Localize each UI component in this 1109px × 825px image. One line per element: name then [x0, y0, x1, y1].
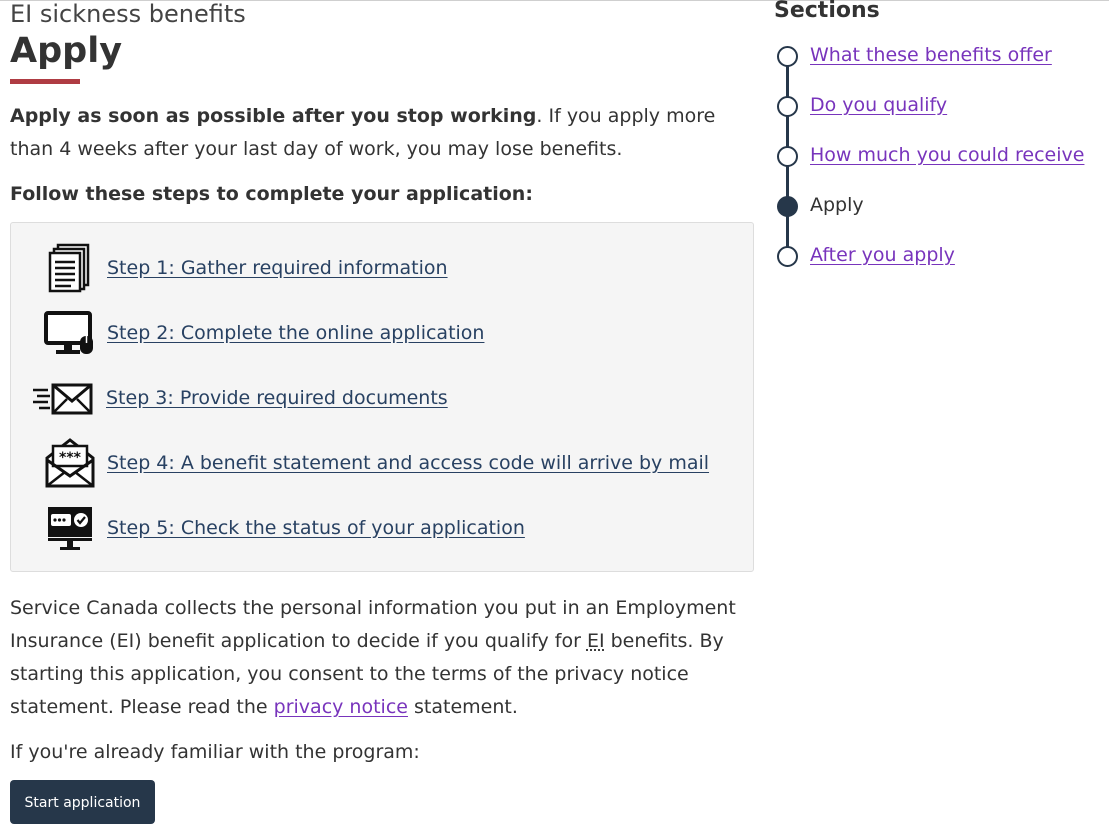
step-2-link[interactable]: Step 2: Complete the online application — [107, 322, 485, 344]
step-3 — [11, 373, 753, 423]
privacy-text-2: benefits. By starting this application, you consent to the terms of the privacy notice statement. Please read the — [10, 630, 724, 718]
privacy-notice-link[interactable]: privacy notice — [273, 696, 408, 718]
familiar-text: If you're already familiar with the program: — [10, 741, 420, 763]
timeline-circle-icon — [777, 96, 798, 117]
status-monitor-icon — [41, 503, 107, 553]
section-link-after-you-apply[interactable]: After you apply — [810, 244, 955, 266]
privacy-paragraph — [10, 592, 754, 724]
steps-heading: Follow these steps to complete your application: — [10, 183, 533, 205]
section-link-what-these-benefits-offer[interactable]: What these benefits offer — [810, 44, 1052, 66]
section-link-how-much-you-could-receive[interactable]: How much you could receive — [810, 144, 1085, 166]
start-application-button[interactable]: Start application — [10, 780, 155, 824]
page-title: Apply — [10, 31, 123, 71]
code-envelope-icon — [41, 438, 107, 488]
step-2 — [11, 308, 753, 358]
svg-text:***: *** — [59, 450, 81, 466]
title-underline — [10, 79, 80, 84]
privacy-text-3: statement. — [407, 696, 518, 718]
step-5-link[interactable]: Step 5: Check the status of your application — [107, 517, 525, 539]
step-4-link[interactable]: Step 4: A benefit statement and access code will arrive by mail — [107, 452, 710, 474]
steps-panel — [10, 222, 754, 572]
step-1 — [11, 243, 753, 293]
ei-abbreviation: EI — [586, 630, 605, 652]
intro-paragraph — [10, 100, 754, 166]
timeline-circle-icon — [777, 246, 798, 267]
section-link-do-you-qualify[interactable]: Do you qualify — [810, 94, 948, 116]
timeline-circle-icon — [777, 146, 798, 167]
section-item-do-you-qualify — [774, 92, 1109, 122]
section-item-what-these-benefits-offer — [774, 42, 1109, 72]
step-4 — [11, 438, 753, 488]
page-supertitle: EI sickness benefits — [10, 0, 246, 28]
intro-text: . If you apply more than 4 weeks after your last day of work, you may lose benefits. — [10, 105, 716, 160]
intro-bold: Apply as soon as possible after you stop working — [10, 105, 537, 127]
step-5 — [11, 503, 753, 553]
step-3-link[interactable]: Step 3: Provide required documents — [106, 387, 448, 409]
documents-icon — [41, 243, 107, 293]
sending-envelope-icon — [31, 373, 97, 423]
step-1-link[interactable]: Step 1: Gather required information — [107, 257, 448, 279]
privacy-text-1: Service Canada collects the personal information you put in an Employment Insurance (EI) benefit application to decide if you qualify for — [10, 597, 736, 652]
sections-title: Sections — [774, 0, 880, 23]
timeline-circle-icon — [777, 46, 798, 67]
section-item-apply — [774, 192, 1109, 222]
section-current-apply: Apply — [810, 194, 864, 216]
timeline-current-dot-icon — [777, 196, 798, 217]
section-item-how-much — [774, 142, 1109, 172]
section-item-after-you-apply — [774, 242, 1109, 272]
computer-mouse-icon — [41, 308, 107, 358]
